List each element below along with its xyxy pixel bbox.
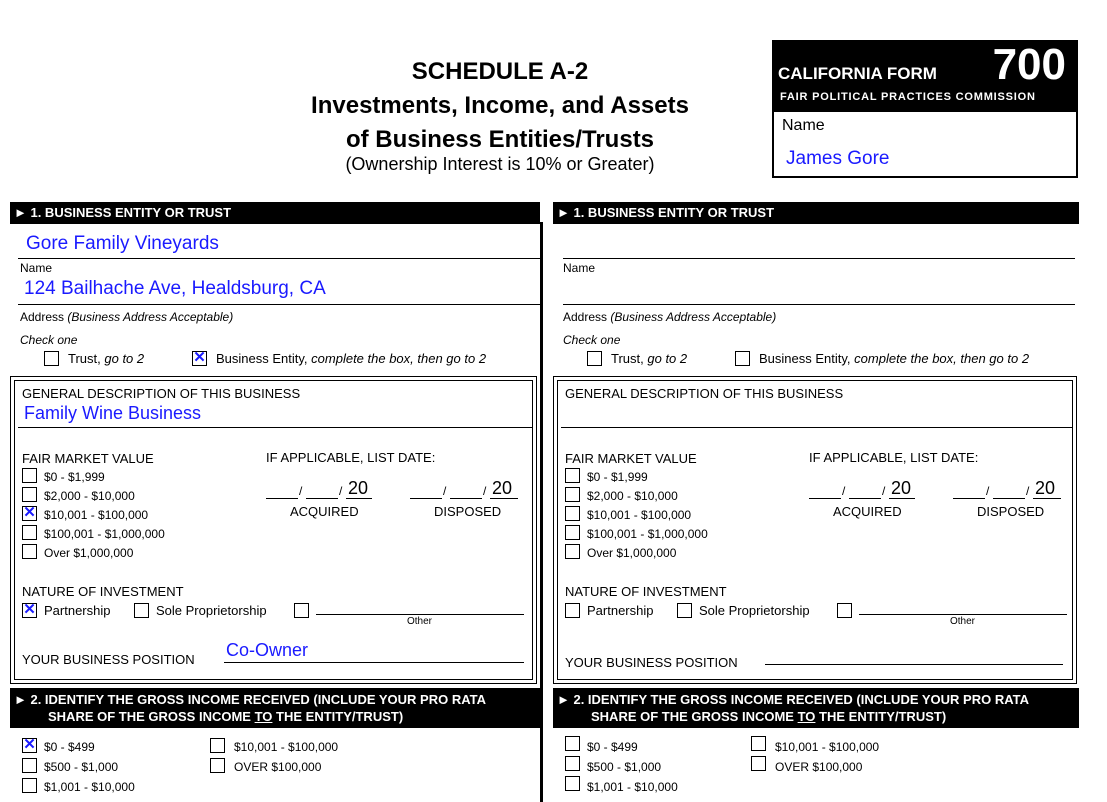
- business-position-label: YOUR BUSINESS POSITION: [565, 655, 738, 670]
- fmv-checkbox-over-1000000[interactable]: [565, 544, 580, 559]
- other-label: Other: [407, 616, 433, 627]
- acquired-day-line[interactable]: [306, 498, 338, 499]
- fmv-checkbox-10001-100000[interactable]: [22, 506, 37, 521]
- fmv-option-label: $2,000 - $10,000: [587, 489, 678, 503]
- business-entity-check-mark: ✕: [193, 349, 206, 366]
- filer-name-label: Name: [782, 117, 825, 134]
- sole-proprietorship-label: Sole Proprietorship: [699, 603, 810, 618]
- fmv-option-label: $10,001 - $100,000: [44, 508, 149, 522]
- fmv-checkbox-over-1000000[interactable]: [22, 544, 37, 559]
- trust-checkbox[interactable]: [44, 351, 59, 366]
- entry-column-1: [10, 200, 542, 800]
- fmv-checkbox-100001-1000000[interactable]: [565, 525, 580, 540]
- name-label: Name: [563, 261, 596, 275]
- disposed-label: DISPOSED: [434, 504, 502, 519]
- other-checkbox[interactable]: [294, 603, 309, 618]
- nature-of-investment-label: NATURE OF INVESTMENT: [565, 584, 727, 599]
- income-checkbox-500-1000[interactable]: [22, 758, 37, 773]
- section2-title-line1: ► 2. IDENTIFY THE GROSS INCOME RECEIVED (INCLUDE YOUR PRO RATA: [14, 692, 487, 707]
- business-position-field[interactable]: Co-Owner: [226, 640, 309, 660]
- fmv-option-label: $2,000 - $10,000: [44, 489, 135, 503]
- filer-name-field[interactable]: James Gore: [786, 148, 890, 169]
- date-slash: /: [443, 484, 447, 498]
- partnership-checkbox[interactable]: [565, 603, 580, 618]
- name-line: [563, 258, 1075, 259]
- partnership-check-mark: ✕: [23, 601, 36, 618]
- sole-proprietorship-label: Sole Proprietorship: [156, 603, 267, 618]
- nature-of-investment-label: NATURE OF INVESTMENT: [22, 584, 184, 599]
- disposed-year-prefix: 20: [492, 478, 513, 498]
- if-applicable-label: IF APPLICABLE, LIST DATE:: [809, 450, 979, 465]
- disposed-label: DISPOSED: [977, 504, 1045, 519]
- form-id-box: [772, 40, 1078, 178]
- income-option-label: OVER $100,000: [775, 760, 863, 774]
- if-applicable-label: IF APPLICABLE, LIST DATE:: [266, 450, 436, 465]
- section2-title-line1: ► 2. IDENTIFY THE GROSS INCOME RECEIVED (INCLUDE YOUR PRO RATA: [557, 692, 1030, 707]
- sole-proprietorship-checkbox[interactable]: [134, 603, 149, 618]
- name-label: Name: [20, 261, 53, 275]
- entry-column-2: [553, 200, 1085, 800]
- business-entity-checkbox[interactable]: [735, 351, 750, 366]
- business-position-label: YOUR BUSINESS POSITION: [22, 652, 195, 667]
- form-number: 700: [992, 40, 1066, 89]
- name-line: [18, 258, 540, 259]
- section1-header: ► 1. BUSINESS ENTITY OR TRUST: [553, 202, 1079, 224]
- income-checkbox-500-1000[interactable]: [565, 756, 580, 771]
- fmv-checkbox-0-1999[interactable]: [22, 468, 37, 483]
- disposed-month-line[interactable]: [953, 498, 985, 499]
- disposed-year-line[interactable]: [490, 498, 518, 499]
- acquired-day-line[interactable]: [849, 498, 881, 499]
- partnership-label: Partnership: [587, 603, 654, 618]
- address-line: [563, 304, 1075, 305]
- address-line: [18, 304, 540, 305]
- income-option-label: $0 - $499: [587, 740, 638, 754]
- business-entity-label: Business Entity, complete the box, then go to 2: [216, 351, 487, 366]
- entity-address-field[interactable]: 124 Bailhache Ave, Healdsburg, CA: [24, 278, 326, 299]
- address-label: Address (Business Address Acceptable): [563, 310, 777, 324]
- address-label: Address (Business Address Acceptable): [20, 310, 234, 324]
- income-option-label: OVER $100,000: [234, 760, 322, 774]
- income-checkbox-10001-100000[interactable]: [210, 738, 225, 753]
- california-form-label: CALIFORNIA FORM: [778, 64, 937, 83]
- fair-market-value-label: FAIR MARKET VALUE: [565, 451, 697, 466]
- income-option-label: $1,001 - $10,000: [44, 780, 135, 794]
- other-line[interactable]: [316, 614, 524, 615]
- income-option-label: $0 - $499: [44, 740, 95, 754]
- section2-header: [553, 688, 1079, 728]
- section2-title-line2: SHARE OF THE GROSS INCOME TO THE ENTITY/TRUST): [48, 709, 404, 724]
- date-slash: /: [339, 484, 343, 498]
- business-position-line: [224, 662, 524, 663]
- sole-proprietorship-checkbox[interactable]: [677, 603, 692, 618]
- description-line: [18, 427, 533, 428]
- disposed-month-line[interactable]: [410, 498, 442, 499]
- income-option-label: $500 - $1,000: [587, 760, 662, 774]
- income-checkbox-10001-100000[interactable]: [751, 736, 766, 751]
- income-checkbox-1001-10000[interactable]: [22, 778, 37, 793]
- disposed-day-line[interactable]: [450, 498, 482, 499]
- trust-label: Trust, go to 2: [611, 351, 688, 366]
- income-option-label: $1,001 - $10,000: [587, 780, 678, 794]
- fmv-checkbox-0-1999[interactable]: [565, 468, 580, 483]
- acquired-year-prefix: 20: [348, 478, 369, 498]
- general-description-label: GENERAL DESCRIPTION OF THIS BUSINESS: [565, 386, 844, 401]
- fmv-option-label: $100,001 - $1,000,000: [44, 527, 165, 541]
- fmv-option-label: Over $1,000,000: [587, 546, 677, 560]
- acquired-label: ACQUIRED: [833, 504, 902, 519]
- check-one-label: Check one: [563, 333, 621, 347]
- commission-label: FAIR POLITICAL PRACTICES COMMISSION: [780, 91, 1036, 103]
- income-option-label: $10,001 - $100,000: [234, 740, 339, 754]
- fmv-checkbox-2000-10000[interactable]: [22, 487, 37, 502]
- fair-market-value-label: FAIR MARKET VALUE: [22, 451, 154, 466]
- entity-name-field[interactable]: Gore Family Vineyards: [26, 233, 219, 254]
- trust-label: Trust, go to 2: [68, 351, 145, 366]
- income-checkbox-over-100000[interactable]: [751, 756, 766, 771]
- section2-title-line2: SHARE OF THE GROSS INCOME TO THE ENTITY/TRUST): [591, 709, 947, 724]
- income-check-mark: ✕: [23, 736, 36, 753]
- fmv-option-label: Over $1,000,000: [44, 546, 134, 560]
- form-title-line2: of Business Entities/Trusts: [345, 126, 655, 153]
- acquired-year-line[interactable]: [346, 498, 372, 499]
- fmv-option-label: $10,001 - $100,000: [587, 508, 692, 522]
- business-position-line: [765, 664, 1063, 665]
- income-option-label: $10,001 - $100,000: [775, 740, 880, 754]
- fmv-check-mark: ✕: [23, 504, 36, 521]
- disposed-year-prefix: 20: [1035, 478, 1056, 498]
- fmv-checkbox-10001-100000[interactable]: [565, 506, 580, 521]
- fmv-checkbox-100001-1000000[interactable]: [22, 525, 37, 540]
- partnership-label: Partnership: [44, 603, 111, 618]
- business-entity-checkbox[interactable]: [192, 351, 207, 366]
- fmv-option-label: $0 - $1,999: [44, 470, 105, 484]
- description-line: [561, 427, 1073, 428]
- date-slash: /: [483, 484, 487, 498]
- general-description-field[interactable]: Family Wine Business: [24, 403, 202, 423]
- acquired-month-line[interactable]: [809, 498, 841, 499]
- trust-checkbox[interactable]: [587, 351, 602, 366]
- disposed-year-line[interactable]: [1033, 498, 1061, 499]
- form-title-line1: Investments, Income, and Assets: [311, 92, 689, 119]
- acquired-year-prefix: 20: [891, 478, 912, 498]
- date-slash: /: [299, 484, 303, 498]
- business-entity-label: Business Entity, complete the box, then go to 2: [759, 351, 1030, 366]
- income-checkbox-1001-10000[interactable]: [565, 776, 580, 791]
- acquired-label: ACQUIRED: [290, 504, 359, 519]
- fmv-checkbox-2000-10000[interactable]: [565, 487, 580, 502]
- fmv-option-label: $0 - $1,999: [587, 470, 648, 484]
- income-option-label: $500 - $1,000: [44, 760, 119, 774]
- other-label: Other: [950, 616, 976, 627]
- disposed-day-line[interactable]: [993, 498, 1025, 499]
- check-one-label: Check one: [20, 333, 78, 347]
- date-slash: /: [1026, 484, 1030, 498]
- form-subtitle: (Ownership Interest is 10% or Greater): [345, 154, 655, 174]
- section1-header: ► 1. BUSINESS ENTITY OR TRUST: [10, 202, 540, 224]
- form-id-banner: [774, 42, 1076, 112]
- schedule-title: SCHEDULE A-2: [411, 58, 589, 85]
- fmv-option-label: $100,001 - $1,000,000: [587, 527, 708, 541]
- partnership-checkbox[interactable]: [22, 603, 37, 618]
- date-slash: /: [986, 484, 990, 498]
- section2-header: [10, 688, 540, 728]
- income-checkbox-0-499[interactable]: [565, 736, 580, 751]
- acquired-year-line[interactable]: [889, 498, 915, 499]
- date-slash: /: [882, 484, 886, 498]
- general-description-label: GENERAL DESCRIPTION OF THIS BUSINESS: [22, 386, 301, 401]
- acquired-month-line[interactable]: [266, 498, 298, 499]
- income-checkbox-0-499[interactable]: [22, 738, 37, 753]
- other-line[interactable]: [859, 614, 1067, 615]
- income-checkbox-over-100000[interactable]: [210, 758, 225, 773]
- other-checkbox[interactable]: [837, 603, 852, 618]
- date-slash: /: [842, 484, 846, 498]
